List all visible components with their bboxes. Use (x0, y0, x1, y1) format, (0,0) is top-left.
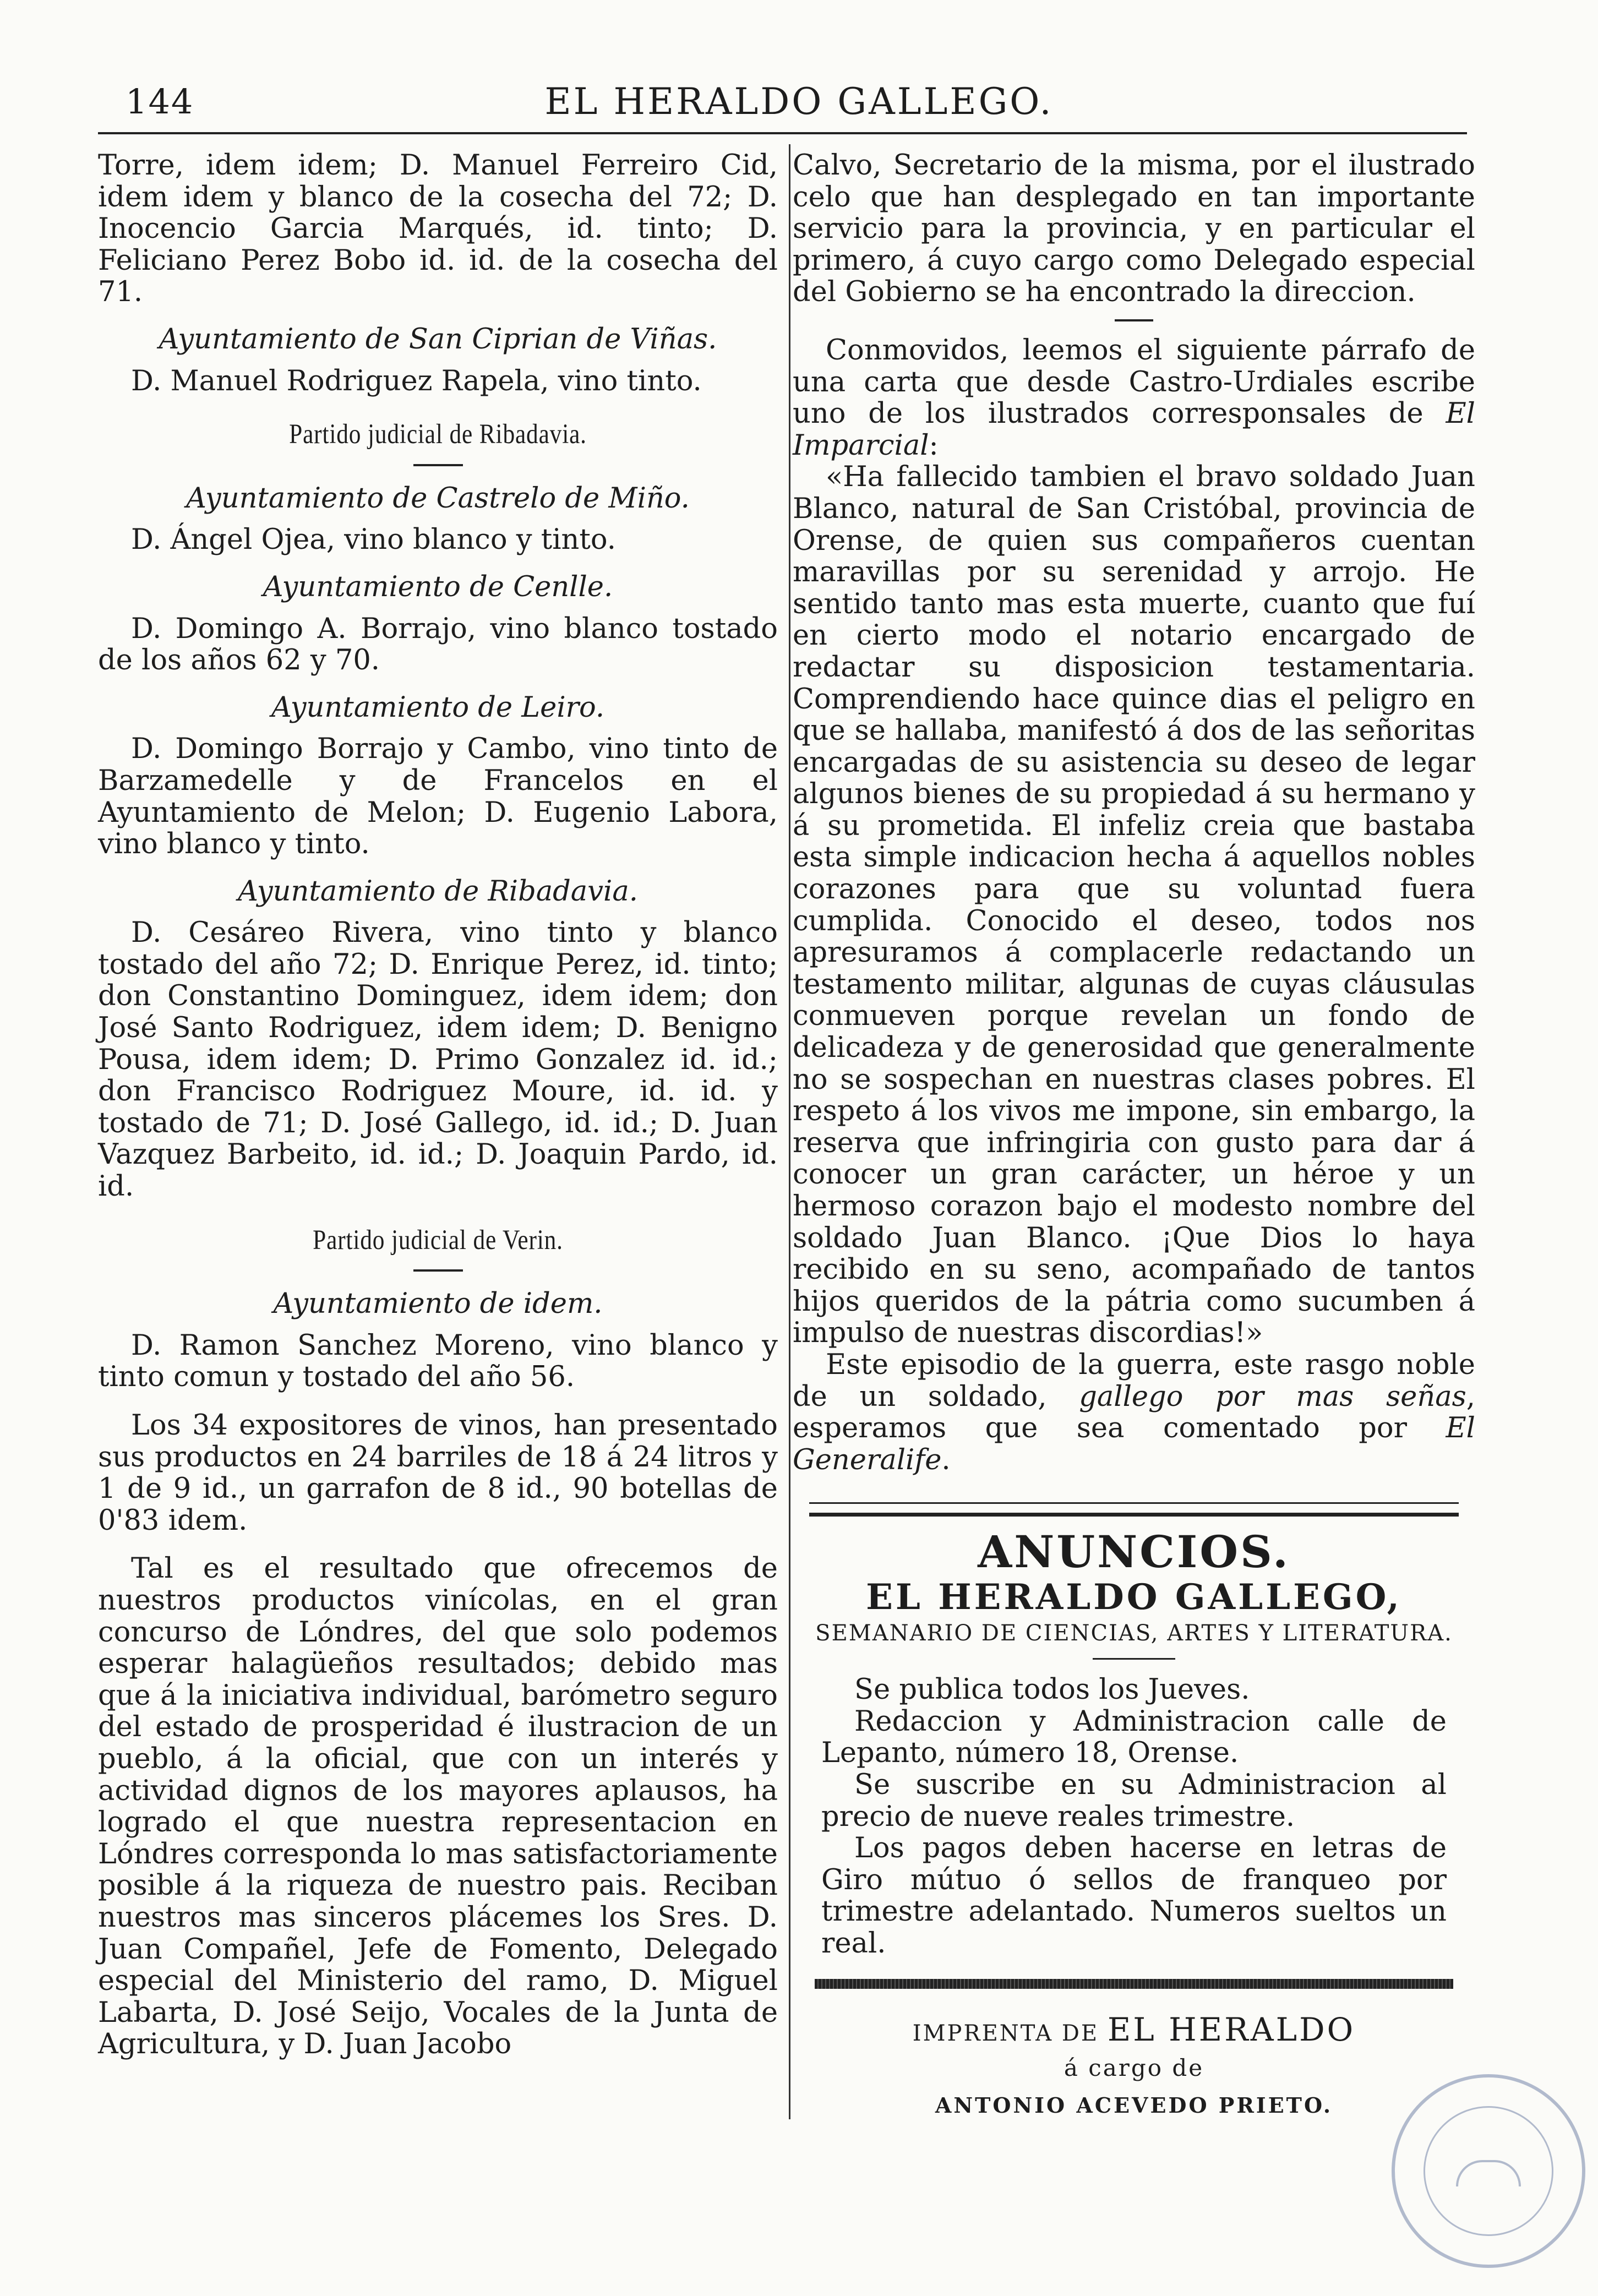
district-heading: Partido judicial de Verin. (313, 1224, 563, 1256)
header-rule (98, 132, 1467, 134)
ads-heading: ANUNCIOS. (978, 1526, 1290, 1578)
running-head: EL HERALDO GALLEGO. (544, 80, 1054, 123)
paragraph: Tal es el resultado que ofrecemos de nuestros productos vinícolas, en el gran concurso de Lóndres, del que solo podemos esperar halagüeños resultados; debido mas que á la iniciativa individual, barómetro seguro del estado de prosperidad é ilustracion de un pueblo, á la oficial, que con un interés y actividad dignos de los mayores aplausos, ha logrado el que nuestra representacion en Lóndres corresponda lo mas satisfactoriamente posible á la riqueza de nuestro pais. Reciban nuestros mas sinceros plácemes los Sres. D. Juan Compañel, Jefe de Fomento, Delegado especial del Ministerio del ramo, D. Miguel Labarta, D. José Seijo, Vocales de la Junta de Agricultura, y D. Juan Jacobo (98, 1552, 778, 2061)
paragraph: D. Cesáreo Rivera, vino tinto y blanco tostado del año 72; D. Enrique Perez, id. tinto; don Constantino Dominguez, idem idem; don José Santo Rodriguez, idem idem; D. Benigno Pousa, idem idem; D. Primo Gonzalez id. id.; don Francisco Rodriguez Moure, id. id. y tostado de 71; D. José Gallego, id. id.; D. Juan Vazquez Barbeito, id. id.; D. Joaquin Pardo, id. id. (98, 917, 778, 1203)
imprint-person: ANTONIO ACEVEDO PRIETO. (935, 2092, 1333, 2118)
dash-divider (1093, 1658, 1175, 1660)
ad-line: Redaccion y Administracion calle de Lepanto, número 18, Orense. (821, 1705, 1447, 1770)
column-divider (789, 144, 790, 2119)
imprint-prefix: IMPRENTA DE (912, 2021, 1099, 2047)
ad-line: Se suscribe en su Administracion al precio de nueve reales trimestre. (821, 1768, 1447, 1833)
left-column (98, 150, 778, 2060)
imprint-cargo: á cargo de (1063, 2054, 1204, 2082)
ads-double-rule (809, 1502, 1459, 1517)
paragraph: D. Domingo A. Borrajo, vino blanco tostado de los años 62 y 70. (98, 612, 778, 677)
paragraph: D. Ángel Ojea, vino blanco y tinto. (131, 523, 616, 557)
right-column (793, 150, 1475, 2121)
imprint-name: EL HERALDO (1107, 2011, 1356, 2049)
emphasis: gallego por mas señas (1079, 1380, 1466, 1413)
academy-seal-stamp (1392, 2074, 1585, 2268)
paragraph: Conmovidos, leemos el siguiente párrafo de una carta que desde Castro-Urdiales escribe uno de los ilustrados corresponsales de El Imparcial: (793, 334, 1475, 462)
dash-divider (1115, 319, 1153, 321)
paragraph: D. Domingo Borrajo y Cambo, vino tinto de Barzamedelle y de Francelos en el Ayuntamiento de Melon; D. Eugenio Labora, vino blanco y tinto. (98, 733, 778, 861)
newspaper-title: El Generalife (793, 1412, 1475, 1476)
section-heading: Ayuntamiento de San Ciprian de Viñas. (159, 323, 717, 356)
publication-title: EL HERALDO GALLEGO, (866, 1576, 1402, 1618)
paragraph: Torre, idem idem; D. Manuel Ferreiro Cid, idem idem y blanco de la cosecha del 72; D. Inocencio Garcia Marqués, id. tinto; D. Feliciano Perez Bobo id. id. de la cosecha del 71. (98, 149, 778, 309)
seal-sun-icon (1456, 2160, 1521, 2186)
page-number: 144 (126, 81, 194, 122)
ad-body (821, 1674, 1447, 1959)
publication-subtitle: SEMANARIO DE CIENCIAS, ARTES Y LITERATURA. (815, 1620, 1453, 1646)
dash-divider (413, 464, 463, 466)
imprint (793, 2011, 1475, 2121)
dash-divider (413, 1269, 463, 1272)
paragraph: Calvo, Secretario de la misma, por el ilustrado celo que han desplegado en tan importante servicio para la provincia, y en particular el primero, á cuyo cargo como Delegado especial del Gobierno se ha encontrado la direccion. (793, 149, 1475, 309)
ad-line: Los pagos deben hacerse en letras de Giro mútuo ó sellos de franqueo por trimestre adelantado. Numeros sueltos un real. (821, 1832, 1447, 1960)
paragraph: Los 34 expositores de vinos, han presentado sus productos en 24 barriles de 18 á 24 litros y 1 de 9 id., un garrafon de 8 id., 90 botellas de 0'83 idem. (98, 1409, 778, 1537)
section-heading: Ayuntamiento de Castrelo de Miño. (186, 482, 690, 515)
seal-emblem (1424, 2106, 1553, 2236)
newspaper-title: El Imparcial (793, 397, 1475, 462)
section-heading: Ayuntamiento de Ribadavia. (238, 875, 638, 908)
section-heading: Ayuntamiento de Leiro. (271, 691, 605, 724)
thick-rule (815, 1979, 1453, 1989)
section-heading: Ayuntamiento de Cenlle. (263, 570, 613, 603)
paragraph: D. Manuel Rodriguez Rapela, vino tinto. (131, 364, 702, 397)
district-heading: Partido judicial de Ribadavia. (289, 419, 587, 450)
paragraph: «Ha fallecido tambien el bravo soldado Juan Blanco, natural de San Cristóbal, provincia de Orense, de quien sus compañeros cuentan maravillas por su serenidad y arrojo. He sentido tanto mas esta muerte, cuanto que fuí en cierto modo el notario encargado de redactar su disposicion testamentaria. Comprendiendo hace quince dias el peligro en que se hallaba, manifestó á dos de las señoritas encargadas de su asistencia su deseo de legar algunos bienes de su propiedad á su hermano y á su prometida. El infeliz creia que bastaba esta simple indicacion hecha á aquellos nobles corazones para que su voluntad fuera cumplida. Conocido el deseo, todos nos apresuramos á complacerle redactando un testamento militar, algunas de cuyas cláusulas conmueven porque revelan un fondo de delicadeza y de generosidad que generalmente no se sospechan en nuestras clases pobres. El respeto á los vivos me impone, sin embargo, la reserva que infringiria con gusto para dar á conocer un gran carácter, un héroe y un hermoso corazon bajo el modesto nombre del soldado Juan Blanco. ¡Que Dios lo haya recibido en su seno, acompañado de tantos hijos queridos de la pátria como sucumben á impulso de nuestras discordias!» (793, 461, 1475, 1350)
ad-line: Se publica todos los Jueves. (854, 1673, 1250, 1706)
paragraph: Este episodio de la guerra, este rasgo noble de un soldado, gallego por mas señas, esperamos que sea comentado por El Generalife. (793, 1348, 1475, 1476)
section-heading: Ayuntamiento de idem. (273, 1288, 603, 1321)
paragraph: D. Ramon Sanchez Moreno, vino blanco y tinto comun y tostado del año 56. (98, 1329, 778, 1394)
